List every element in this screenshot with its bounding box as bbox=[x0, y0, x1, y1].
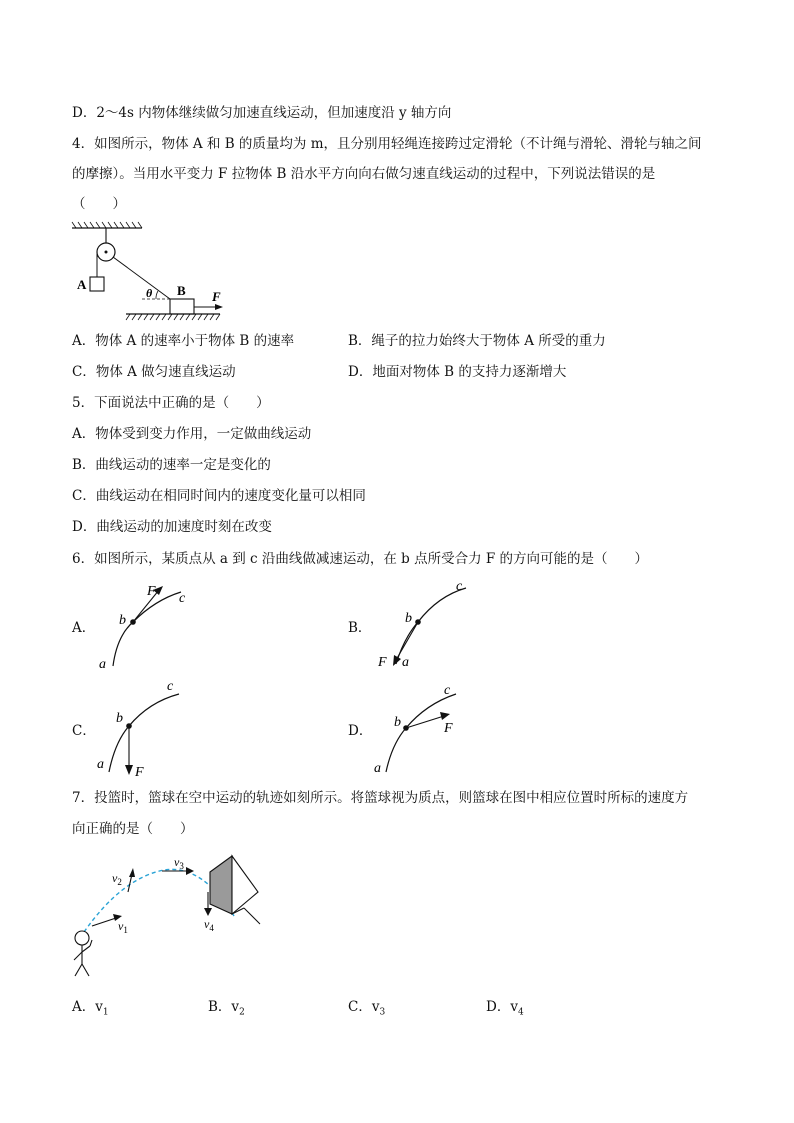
q4-option-b[interactable]: B．绳子的拉力始终大于物体 A 所受的重力 bbox=[348, 333, 606, 349]
svg-text:c: c bbox=[444, 683, 451, 698]
q6-figure-a bbox=[95, 578, 205, 673]
svg-text:v3: $v_3$ bbox=[174, 855, 184, 871]
q5-option-a[interactable]: A．物体受到变力作用，一定做曲线运动 bbox=[72, 426, 312, 442]
svg-text:F: F bbox=[135, 765, 144, 780]
svg-text:F: F bbox=[444, 721, 453, 736]
q5-stem: 5．下面说法中正确的是（ ） bbox=[72, 395, 270, 411]
q7-option-a[interactable]: A．$v_1$ bbox=[72, 999, 109, 1018]
q6-figure-d bbox=[368, 680, 478, 780]
q6-figure-b bbox=[368, 578, 478, 673]
q7-option-d[interactable]: D．$v_4$ bbox=[486, 999, 524, 1018]
svg-text:c: c bbox=[179, 591, 186, 606]
q7-basketball-figure bbox=[62, 848, 292, 983]
player-figure-icon bbox=[74, 931, 92, 976]
svg-text:v2: $v_2$ bbox=[112, 871, 122, 887]
q4-answer-blank: （ ） bbox=[72, 196, 126, 212]
label-force-f: F bbox=[212, 289, 221, 304]
q6-option-b[interactable]: B． bbox=[348, 620, 372, 636]
svg-text:a: a bbox=[99, 657, 106, 672]
label-block-a: A bbox=[77, 277, 87, 292]
q7-option-b[interactable]: B．$v_2$ bbox=[208, 999, 245, 1018]
svg-text:a: a bbox=[402, 655, 409, 670]
q7-stem-line1: 7．投篮时，篮球在空中运动的轨迹如刻所示。将篮球视为质点，则篮球在图中相应位置时所标的速度方 bbox=[72, 790, 689, 806]
svg-text:a: a bbox=[97, 757, 104, 772]
q6-figure-c bbox=[95, 680, 205, 780]
q3-option-d: D．2～4s 内物体继续做匀加速直线运动，但加速度沿 y 轴方向 bbox=[72, 105, 452, 121]
svg-text:b: b bbox=[394, 715, 401, 730]
q6-option-a[interactable]: A． bbox=[72, 620, 96, 636]
q4-option-c[interactable]: C．物体 A 做匀速直线运动 bbox=[72, 364, 236, 380]
q7-stem-line2: 向正确的是（ ） bbox=[72, 821, 194, 837]
svg-text:b: b bbox=[405, 611, 412, 626]
q7-option-c[interactable]: C．$v_3$ bbox=[348, 999, 386, 1018]
svg-text:a: a bbox=[374, 761, 381, 776]
svg-text:F: F bbox=[378, 655, 387, 670]
q5-option-d[interactable]: D．曲线运动的加速度时刻在改变 bbox=[72, 519, 272, 535]
svg-text:F: F bbox=[147, 584, 156, 599]
backboard-icon bbox=[210, 856, 232, 914]
q4-option-d[interactable]: D．地面对物体 B 的支持力逐渐增大 bbox=[348, 364, 567, 380]
svg-text:c: c bbox=[456, 579, 463, 594]
svg-text:c: c bbox=[167, 679, 174, 694]
svg-text:b: b bbox=[119, 613, 126, 628]
svg-text:v4: $v_4$ bbox=[204, 917, 214, 933]
q6-option-c[interactable]: C． bbox=[72, 723, 96, 739]
q4-stem-line1: 4．如图所示，物体 A 和 B 的质量均为 m，且分别用轻绳连接跨过定滑轮（不计绳与滑轮、滑轮与轴之间 bbox=[72, 136, 702, 152]
label-block-b: B bbox=[177, 283, 186, 298]
q4-pulley-figure bbox=[70, 220, 230, 325]
q4-option-a[interactable]: A．物体 A 的速率小于物体 B 的速率 bbox=[72, 333, 295, 349]
q5-option-c[interactable]: C．曲线运动在相同时间内的速度变化量可以相同 bbox=[72, 488, 366, 504]
q6-stem: 6．如图所示，某质点从 a 到 c 沿曲线做减速运动，在 b 点所受合力 F 的方向可能的是（ ） bbox=[72, 551, 649, 567]
block-b bbox=[170, 299, 194, 314]
block-a bbox=[90, 277, 104, 291]
q6-option-d[interactable]: D． bbox=[348, 723, 373, 739]
label-theta: θ bbox=[146, 286, 153, 300]
svg-text:b: b bbox=[116, 711, 123, 726]
q4-stem-line2: 的摩擦）。当用水平变力 F 拉物体 B 沿水平方向向右做匀速直线运动的过程中，下列说法错误的是 bbox=[72, 166, 656, 182]
svg-text:v1: $v_1$ bbox=[118, 919, 128, 935]
q5-option-b[interactable]: B．曲线运动的速率一定是变化的 bbox=[72, 457, 271, 473]
